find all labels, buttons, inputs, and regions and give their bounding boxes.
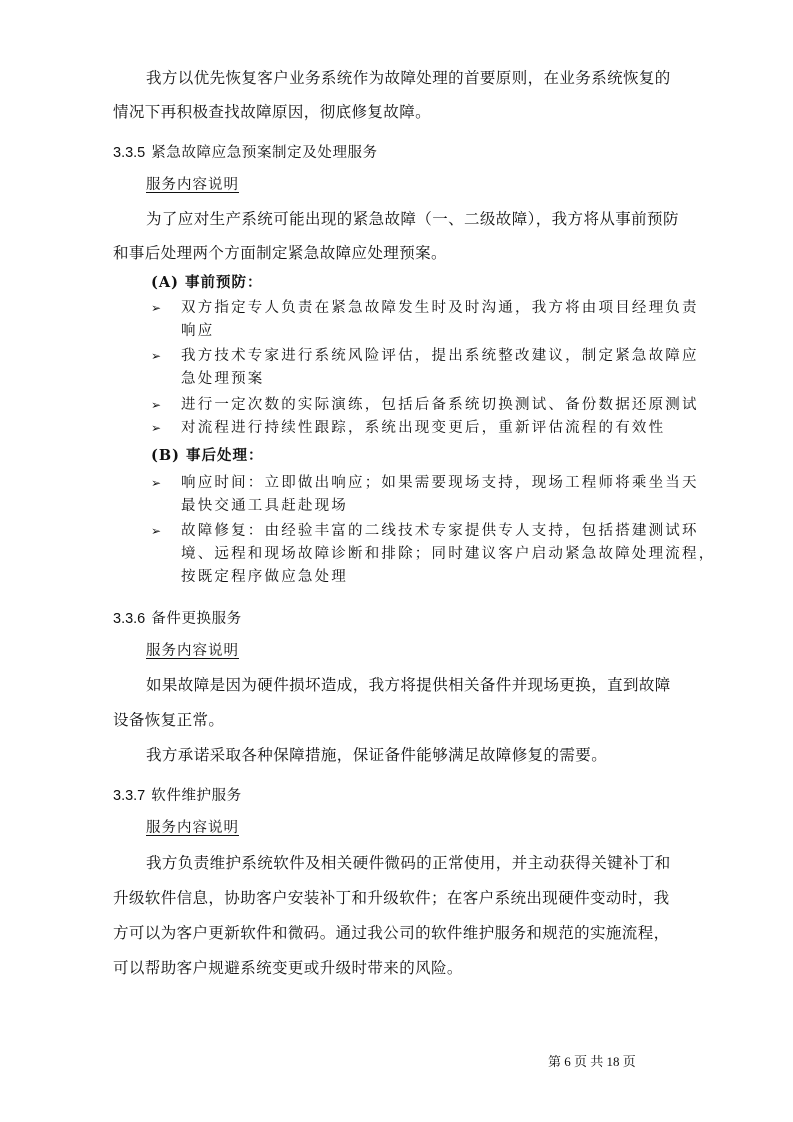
paragraph-line: 可以帮助客户规避系统变更或升级时带来的风险。 <box>113 959 463 977</box>
bullet-item <box>151 394 699 417</box>
paragraph-line: 和事后处理两个方面制定紧急故障应处理预案。 <box>113 244 447 262</box>
paragraph-line: 升级软件信息，协助客户安装补丁和升级软件；在客户系统出现硬件变动时，我 <box>113 889 670 907</box>
subheading-service-description: 服务内容说明 <box>146 177 239 193</box>
bullet-line: 急处理预案 <box>181 371 265 387</box>
subheading-service-description: 服务内容说明 <box>146 820 239 836</box>
bullet-line: 我方技术专家进行系统风险评估，提出系统整改建议，制定紧急故障应 <box>181 348 699 364</box>
group-label-post-handling: (B) 事后处理： <box>151 447 264 464</box>
section-title: 紧急故障应急预案制定及处理服务 <box>151 145 378 161</box>
arrow-bullet-icon: ➢ <box>151 301 164 315</box>
bullet-line: 响应时间：立即做出响应；如果需要现场支持，现场工程师将乘坐当天 <box>181 475 699 491</box>
bullet-line: 最快交通工具赶赴现场 <box>181 498 348 514</box>
bullet-line: 响应 <box>181 323 215 339</box>
paragraph-line: 我方负责维护系统软件及相关硬件微码的正常使用，并主动获得关键补丁和 <box>146 854 671 872</box>
bullet-line: 对流程进行持续性跟踪，系统出现变更后，重新评估流程的有效性 <box>181 420 666 436</box>
section-number: 3.3.6 <box>113 611 146 627</box>
bullet-line: 进行一定次数的实际演练，包括后备系统切换测试、备份数据还原测试 <box>181 397 699 413</box>
arrow-bullet-icon: ➢ <box>151 476 164 490</box>
group-label-prevention: (A) 事前预防： <box>151 274 263 291</box>
bullet-item <box>151 297 699 343</box>
arrow-bullet-icon: ➢ <box>151 421 164 435</box>
paragraph-line: 我方承诺采取各种保障措施，保证备件能够满足故障修复的需要。 <box>146 746 608 764</box>
arrow-bullet-icon: ➢ <box>151 524 164 538</box>
intro-line-1: 我方以优先恢复客户业务系统作为故障处理的首要原则，在业务系统恢复的 <box>146 69 671 87</box>
bullet-line: 双方指定专人负责在紧急故障发生时及时沟通，我方将由项目经理负责 <box>181 300 699 316</box>
subheading-service-description: 服务内容说明 <box>146 643 239 659</box>
bullet-item <box>151 520 716 589</box>
paragraph-line: 为了应对生产系统可能出现的紧急故障（一、二级故障），我方将从事前预防 <box>146 210 679 228</box>
arrow-bullet-icon: ➢ <box>151 349 164 363</box>
section-title: 备件更换服务 <box>151 611 242 627</box>
section-heading-3-3-5 <box>113 141 378 162</box>
intro-line-2: 情况下再积极查找故障原因，彻底修复故障。 <box>113 103 432 121</box>
paragraph-line: 如果故障是因为硬件损坏造成，我方将提供相关备件并现场更换，直到故障 <box>146 676 671 694</box>
section-heading-3-3-7 <box>113 784 242 805</box>
paragraph-line: 设备恢复正常。 <box>113 711 225 729</box>
bullet-line: 境、远程和现场故障诊断和排除；同时建议客户启动紧急故障处理流程， <box>181 546 716 562</box>
section-number: 3.3.7 <box>113 788 146 804</box>
page-number-footer: 第 6 页 共 18 页 <box>548 1054 636 1069</box>
bullet-item <box>151 472 699 518</box>
bullet-item <box>151 417 666 440</box>
bullet-item <box>151 345 699 391</box>
bullet-line: 故障修复：由经验丰富的二线技术专家提供专人支持，包括搭建测试环 <box>181 523 699 539</box>
section-heading-3-3-6 <box>113 607 242 628</box>
section-title: 软件维护服务 <box>151 788 242 804</box>
section-number: 3.3.5 <box>113 145 146 161</box>
arrow-bullet-icon: ➢ <box>151 398 164 412</box>
paragraph-line: 方可以为客户更新软件和微码。通过我公司的软件维护服务和规范的实施流程， <box>113 924 670 942</box>
bullet-line: 按既定程序做应急处理 <box>181 569 348 585</box>
